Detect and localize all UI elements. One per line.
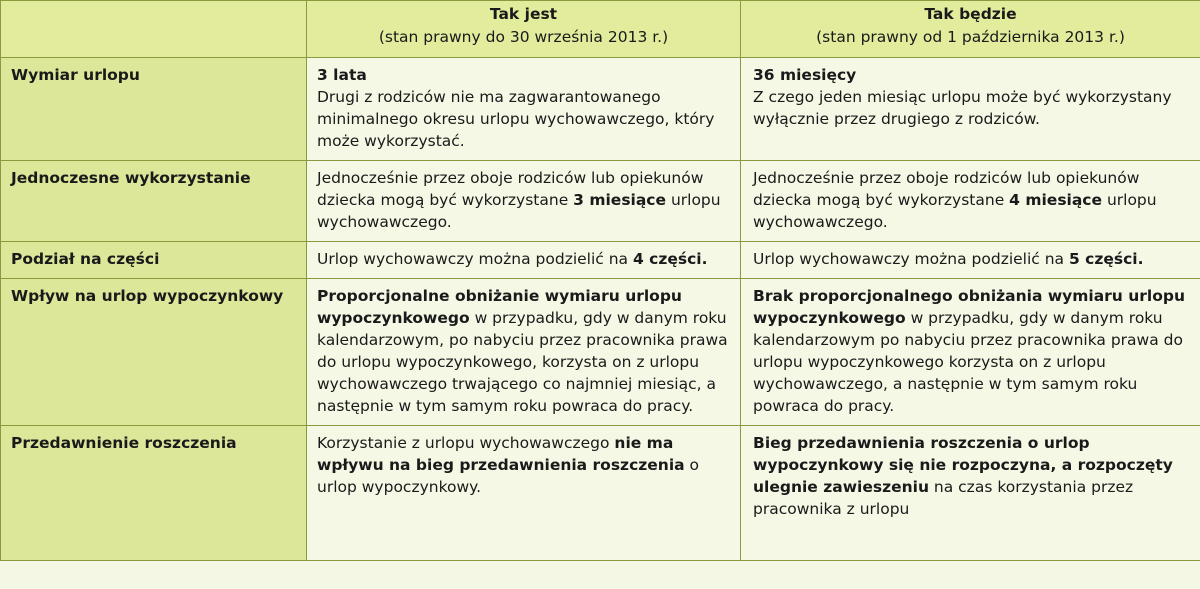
cell-text-bold: 36 miesięcy [753,66,857,84]
cell-text: Jednocześnie przez oboje rodziców lub opiekunów dziecka mogą być wykorzystane [317,169,704,209]
table-row [1,242,1200,279]
row-label-vacation-impact: Wpływ na urlop wypoczynkowy [1,279,307,426]
cell-text: Drugi z rodziców nie ma zagwarantowanego minimalnego okresu urlopu wychowawczego, który może wykorzystać. [317,88,715,150]
cell-text: urlopu wychowawczego. [753,191,1157,231]
cell-text-bold: 4 części. [632,250,708,268]
old-law-cell [307,58,741,161]
cell-text: urlopu wychowawczego. [317,191,721,231]
cell-text-bold: Proporcjonalne obniżanie wymiaru urlopu wypoczynkowego [317,287,682,327]
new-law-cell [741,279,1200,426]
header-old-title: Tak jest [489,5,558,23]
cell-text-bold: nie ma wpływu na bieg przedawnienia roszczenia [317,434,685,474]
row-label-division: Podział na części [1,242,307,279]
cell-text: w przypadku, gdy w danym roku kalendarzowym, po nabyciu przez pracownika prawa do urlopu wypoczynkowego, korzysta on z urlopu wychowawczego trwającego co najmniej miesiąc, a następnie w tym samym roku powraca do pracy. [317,309,728,415]
cell-text: Urlop wychowawczy można podzielić na [753,250,1069,268]
header-old-subtitle: (stan prawny do 30 września 2013 r.) [378,28,669,46]
cell-text: na czas korzystania przez pracownika z urlopu [753,478,1134,518]
table-row [1,161,1200,242]
table-row [1,426,1200,561]
cell-text: w przypadku, gdy w danym roku kalendarzowym po nabyciu przez pracownika prawa do urlopu wypoczynkowego korzysta on z urlopu wychowawczego, a następnie w tym samym roku powraca do pracy. [753,309,1183,415]
cell-text: Korzystanie z urlopu wychowawczego [317,434,615,452]
old-law-cell [307,426,741,561]
row-label-claim-limitation: Przedawnienie roszczenia [1,426,307,561]
header-row [1,1,1200,58]
new-law-cell [741,242,1200,279]
cell-text-bold: 3 lata [317,66,367,84]
header-new-law [741,1,1200,58]
old-law-cell [307,242,741,279]
header-corner-cell [1,1,307,58]
cell-text-bold: 5 części. [1068,250,1144,268]
table-row [1,279,1200,426]
cell-text: o urlop wypoczynkowy. [317,456,700,496]
cell-text-bold: Bieg przedawnienia roszczenia o urlop wypoczynkowy się nie rozpoczyna, a rozpoczęty ulegnie zawieszeniu [753,434,1173,496]
row-label-leave-length: Wymiar urlopu [1,58,307,161]
row-label-simultaneous-use: Jednoczesne wykorzystanie [1,161,307,242]
header-new-subtitle: (stan prawny od 1 października 2013 r.) [816,28,1125,46]
cell-text: Urlop wychowawczy można podzielić na [317,250,633,268]
new-law-cell [741,426,1200,561]
new-law-cell [741,161,1200,242]
cell-text-bold: 4 miesiące [1009,191,1103,209]
header-new-title: Tak będzie [924,5,1017,23]
header-old-law [307,1,741,58]
cell-text: Jednocześnie przez oboje rodziców lub opiekunów dziecka mogą być wykorzystane [753,169,1140,209]
table-row [1,58,1200,161]
new-law-cell [741,58,1200,161]
old-law-cell [307,161,741,242]
old-law-cell [307,279,741,426]
cell-text-bold: Brak proporcjonalnego obniżania wymiaru urlopu wypoczynkowego [753,287,1186,327]
cell-text-bold: 3 miesiące [573,191,667,209]
cell-text: Z czego jeden miesiąc urlopu może być wykorzystany wyłącznie przez drugiego z rodziców. [753,88,1172,128]
